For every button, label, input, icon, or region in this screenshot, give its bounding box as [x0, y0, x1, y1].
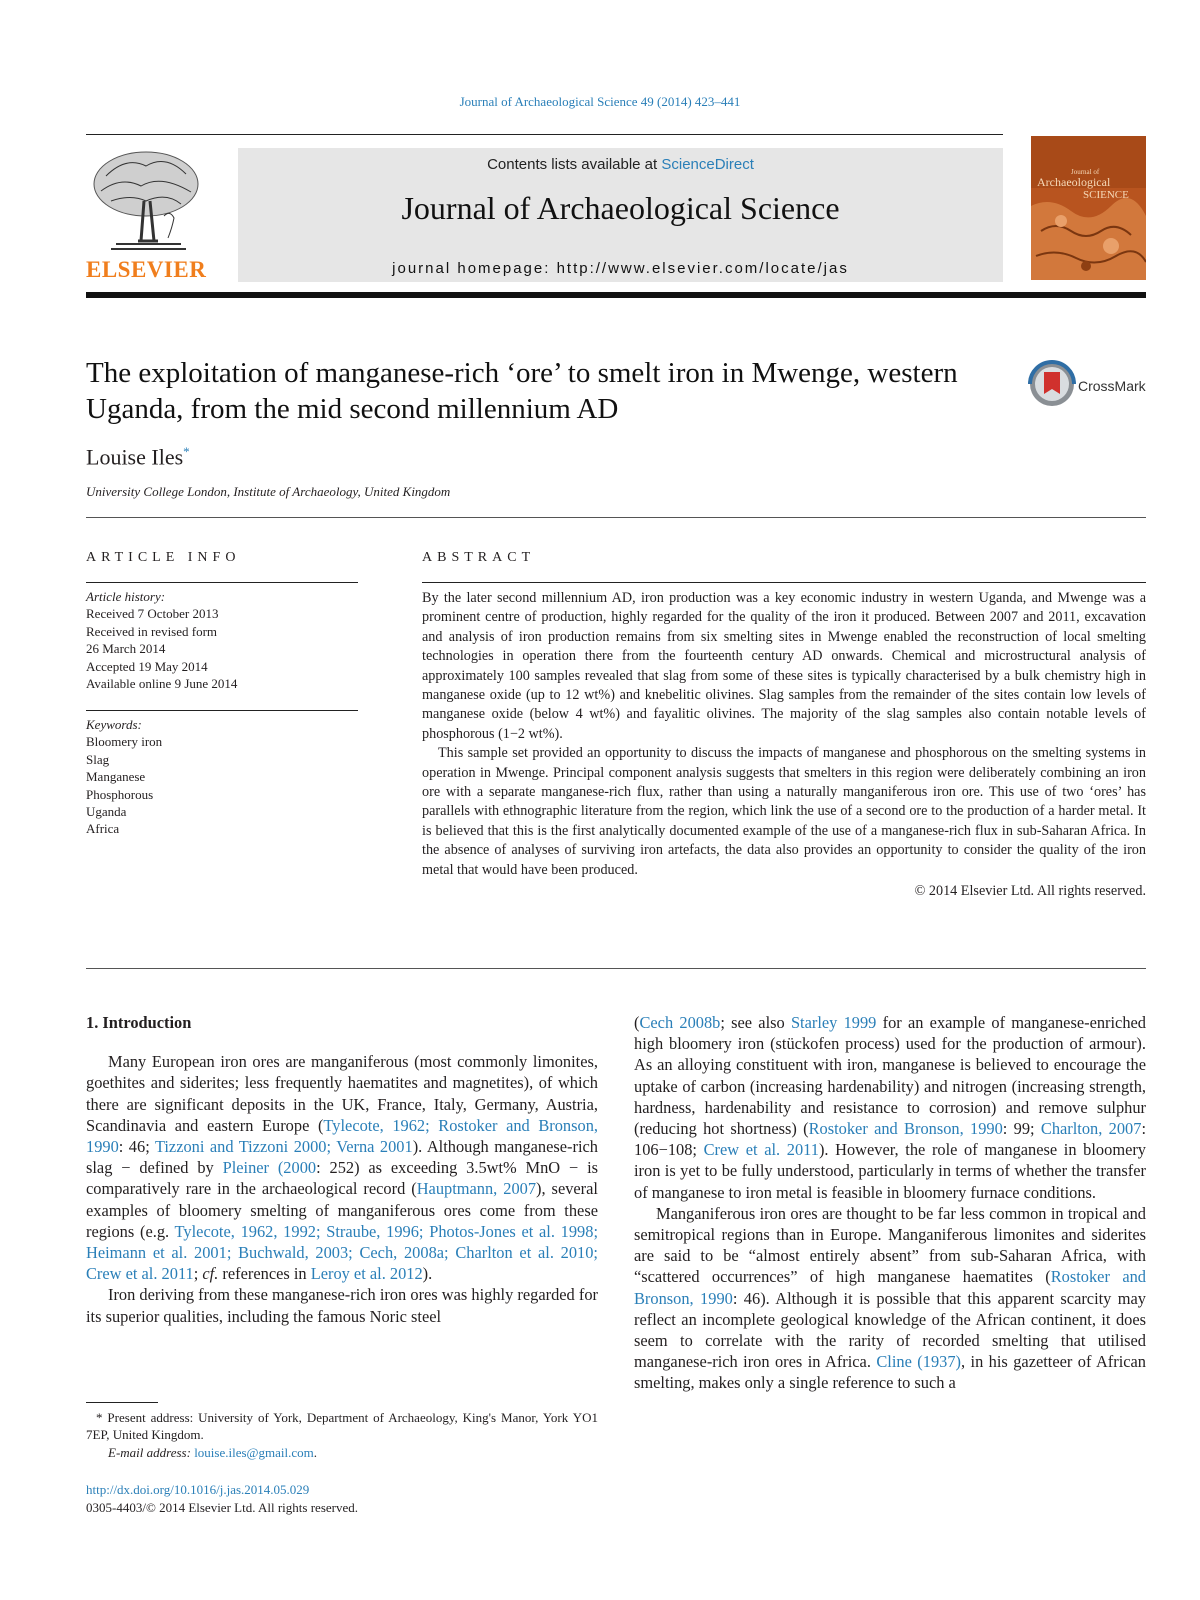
article-info-rule: [86, 582, 358, 583]
history-item: Received 7 October 2013: [86, 606, 219, 622]
history-item: Accepted 19 May 2014: [86, 658, 208, 674]
elsevier-wordmark: ELSEVIER: [86, 257, 207, 282]
author-footnote: [86, 1409, 598, 1461]
citation-link[interactable]: Rostoker and Bronson, 1990: [808, 1119, 1003, 1139]
citation-link[interactable]: Cech 2008b: [639, 1013, 721, 1032]
footnote-rule: [86, 1402, 158, 1403]
doi-link[interactable]: http://dx.doi.org/10.1016/j.jas.2014.05.029: [86, 1482, 310, 1497]
footnote-mark: *: [96, 1410, 103, 1425]
body-text-run: ). Although manganese-rich slag − defined by: [86, 1137, 598, 1178]
affiliation-rule: [86, 517, 1146, 518]
cover-title-small: Journal of: [1071, 168, 1100, 176]
journal-citation[interactable]: Journal of Archaeological Science 49 (2014) 423–441: [459, 94, 741, 109]
crossmark-label[interactable]: CrossMark: [1078, 378, 1146, 394]
author-affiliation: University College London, Institute of Archaeology, United Kingdom: [86, 484, 451, 499]
body-text-run: for an example of manganese-enriched high bloomery iron (stückofen process) used for the production of armour). As an alloying constituent with iron, manganese is believed to encourage the uptake of carbon (increasing hardenability) and nitrogen (increasing strength, hardness, hardenability and resistance to corrosion) and remove sulphur (reducing hot shortness) (: [634, 1013, 1146, 1139]
article-title: The exploitation of manganese-rich ‘ore’ to smelt iron in Mwenge, western Uganda, from the mid second millennium AD: [86, 357, 958, 425]
abstract-copyright: © 2014 Elsevier Ltd. All rights reserved.: [914, 883, 1146, 900]
journal-homepage[interactable]: journal homepage: http://www.elsevier.com/locate/jas: [392, 260, 849, 277]
email-label: E-mail address:: [108, 1444, 195, 1460]
body-text-run: : 46;: [118, 1137, 155, 1157]
journal-title: Journal of Archaeological Science: [401, 190, 840, 226]
contents-prefix: Contents lists available at: [487, 156, 662, 173]
history-item: Received in revised form: [86, 623, 218, 639]
citation-link[interactable]: Starley 1999: [790, 1013, 877, 1032]
abstract-paragraph: This sample set provided an opportunity to discuss the impacts of manganese and phosphorous on the smelting systems in operation in Mwenge. Principal component analysis suggests that smelters in this region were deliberately combining an iron ore with a separate manganese-rich flux, rather than using a naturally manganiferous iron ore. This use of two ‘ores’ has parallels with ethnographic literature from the region, which link the use of a second ore to the production of a harder metal. It is believed that this is the first analytically documented example of the use of a manganese-rich flux in sub-Saharan Africa. In the absence of analyses of surviving iron artefacts, the data also provides an opportunity to consider the quality of the iron metal that would have been produced.: [422, 745, 1146, 878]
header-thick-rule: [86, 292, 1146, 298]
journal-banner: [238, 148, 1003, 282]
cover-title-big: Archaeological: [1037, 175, 1111, 189]
body-text-run: : 99;: [1002, 1119, 1041, 1139]
crossmark-icon: [1028, 360, 1076, 408]
body-text-run: ).: [422, 1264, 433, 1284]
body-text-run: ; see also: [720, 1013, 791, 1032]
italic-text: cf.: [202, 1264, 219, 1284]
body-text-run: : 252) as exceeding 3.5wt% MnO − is comparatively rare in the archaeological record (: [86, 1158, 599, 1199]
citation-link[interactable]: Cline (1937): [876, 1352, 961, 1372]
body-paragraph: Iron deriving from these manganese-rich iron ores was highly regarded for its superior qualities, including the famous Noric steel: [86, 1285, 598, 1326]
abstract-paragraph: By the later second millennium AD, iron production was a key economic industry in western Uganda, and Mwenge was a prominent centre of production, highly regarded for the quality of the iron it produced. Between 2007 and 2011, excavation and analysis of iron production remains from six smelting sites in Mwenge enabled the reconstruction of local smelting technologies in operation there from the fourteenth century AD onwards. Chemical and microstructural analysis of approximately 100 samples revealed that slag from some of these sites is typically characterised by a bulk chemistry high in manganese oxide (up to 12 wt%) and knebelitic olivines. Slag samples from the remainder of the sites contain low levels of manganese oxide (below 4 wt%) and fayalitic olivines. The majority of the slag samples also contain notable levels of phosphorous (1−2 wt%).: [422, 590, 1146, 742]
contents-line: [238, 156, 1003, 173]
citation-link[interactable]: Tylecote, 1962, 1992; Straube, 1996; Photos-Jones et al. 1998; Heimann et al. 2001; Buchwald, 2003; Cech, 2008a; Charlton et al. 2010; Crew et al. 2011: [86, 1221, 598, 1284]
citation-link[interactable]: Crew et al. 2011: [703, 1140, 819, 1160]
body-text-run: ), several examples of bloomery smelting of manganiferous ores come from these regions (e.g.: [86, 1179, 598, 1241]
keyword-item: Uganda: [86, 804, 127, 820]
author-name-text: Louise Iles: [86, 444, 184, 470]
body-text-run: Manganiferous iron ores are thought to be far less common in tropical and semitropical regions than in Europe. Manganiferous limonites and siderites are said to be “almost entirely absent” from sub-Saharan Africa, with “scattered occurrences” of high manganese haematites (: [634, 1203, 1146, 1287]
section-heading-introduction: 1. Introduction: [86, 1013, 192, 1032]
abstract-heading: ABSTRACT: [422, 550, 536, 565]
citation-link[interactable]: Rostoker and Bronson, 1990: [634, 1267, 1147, 1308]
body-paragraph: [86, 1051, 598, 1284]
history-label: Article history:: [86, 589, 166, 604]
body-text-run: : 106−108;: [634, 1119, 1146, 1160]
article-history: [86, 588, 358, 692]
citation-link[interactable]: Tylecote, 1962; Rostoker and Bronson, 1990: [86, 1115, 598, 1157]
keyword-item: Phosphorous: [86, 786, 154, 802]
footnote-text: Present address: University of York, Department of Archaeology, King's Manor, York YO1 7EP, United Kingdom.: [86, 1410, 598, 1443]
keywords-list: [86, 716, 358, 838]
keyword-item: Slag: [86, 751, 110, 767]
history-item: Available online 9 June 2014: [86, 676, 238, 692]
body-text-run: , in his gazetteer of African smelting, makes only a single reference to such a: [634, 1352, 1146, 1393]
keywords-rule: [86, 710, 358, 711]
author-name: [86, 444, 190, 470]
header-rule: [86, 134, 1003, 135]
cover-illustration: [1031, 136, 1146, 280]
abstract-body: [422, 589, 1146, 902]
email-end: .: [313, 1444, 318, 1460]
body-text-run: Many European iron ores are manganiferous (most commonly limonites, goethites and siderites; less frequently haematites and magnetites), of which there are significant deposits in the UK, France, Italy, Germany, Austria, Scandinavia and eastern Europe (: [86, 1052, 598, 1135]
body-column-right: [634, 1012, 1146, 1394]
citation-link[interactable]: Charlton, 2007: [1040, 1119, 1142, 1139]
keyword-item: Manganese: [86, 769, 146, 785]
history-item: 26 March 2014: [86, 641, 166, 657]
tree-icon: [86, 146, 206, 256]
body-column-left: [86, 1012, 598, 1327]
keyword-item: Bloomery iron: [86, 734, 163, 750]
cover-title-science: SCIENCE: [1083, 189, 1129, 201]
body-text-run: references in: [218, 1264, 311, 1284]
citation-link[interactable]: Leroy et al. 2012: [310, 1264, 423, 1284]
body-paragraph: [634, 1012, 1146, 1203]
body-text-run: ). However, the role of manganese in bloomery iron is yet to be fully understood, particularly in terms of whether the transfer of manganese to iron metal is feasible in bloomery furnace conditions.: [634, 1140, 1146, 1202]
citation-link[interactable]: Tizzoni and Tizzoni 2000; Verna 2001: [154, 1137, 413, 1157]
issn-copyright: 0305-4403/© 2014 Elsevier Ltd. All rights reserved.: [86, 1500, 358, 1515]
sciencedirect-link[interactable]: ScienceDirect: [661, 156, 754, 173]
author-footnote-mark[interactable]: *: [183, 444, 190, 459]
journal-cover-image: [1031, 136, 1146, 280]
keyword-item: Africa: [86, 821, 120, 837]
abstract-rule: [422, 582, 1146, 583]
email-link[interactable]: louise.iles@gmail.com: [194, 1444, 314, 1460]
body-paragraph: [634, 1203, 1146, 1394]
citation-link[interactable]: Hauptmann, 2007: [416, 1179, 537, 1199]
abstract-end-rule: [86, 968, 1146, 969]
body-text-run: : 46). Although it is possible that this apparent scarcity may reflect an incomplete geological knowledge of the African continent, it does seem to correlate with the rarity of recorded smelting that utilised manganese-rich iron ores in Africa.: [634, 1288, 1146, 1372]
article-info-heading: ARTICLE INFO: [86, 550, 241, 565]
keywords-label: Keywords:: [86, 717, 142, 732]
body-text-run: ;: [193, 1264, 203, 1284]
citation-link[interactable]: Pleiner (2000: [222, 1158, 317, 1178]
body-text-run: (: [634, 1013, 640, 1032]
